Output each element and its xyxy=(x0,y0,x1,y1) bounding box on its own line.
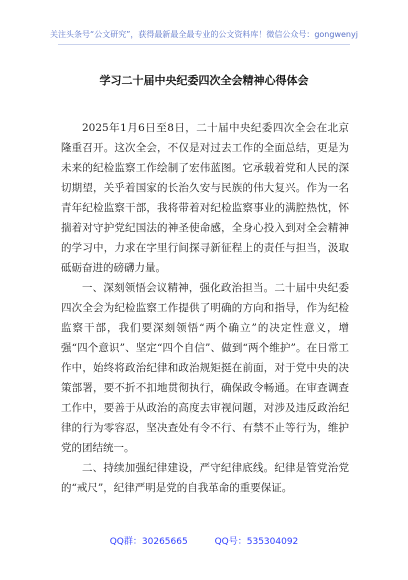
header-notice: 关注头条号“公文研究”，获得最新最全最专业的公文资料库！微信公众号：gongwenyj xyxy=(50,30,358,39)
qq-number-text: QQ号：535304092 xyxy=(214,537,299,547)
paragraph-1: 2025年1月6日至8日，二十届中央纪委四次全会在北京隆重召开。这次全会，不仅是对过去工作的全面总结，更是为未来的纪检监察工作绘制了宏伟蓝图。它承载着党和人民的深切期望，关乎着国家的长治久安与民族的伟大复兴。作为一名青年纪检监察干部，我将带着对纪检监察事业的满腔热忱，怀揣着对守护党纪国法的神圣使命感，全身心投入到对全会精神的学习中，力求在字里行间探寻新征程上的责任与担当，汲取砥砺奋进的磅礴力量。 xyxy=(61,122,349,274)
paragraph-2: 一、深刻领悟会议精神，强化政治担当。二十届中央纪委四次全会为纪检监察工作提供了明确的方向和指导，作为纪检监察干部，我们要深刻领悟“两个确立”的决定性意义，增强“四个意识”、坚定“四个自信”、做到“两个维护”。在日常工作中，始终将政治纪律和政治规矩挺在前面，对于党中央的决策部署，要不折不扣地贯彻执行，确保政令畅通。在审查调查工作中，要善于从政治的高度去审视问题，对涉及违反政治纪律的行为零容忍，坚决查处有令不行、有禁不止等行为，维护党的团结统一。 xyxy=(61,282,349,454)
qq-group-text: QQ群：30265665 xyxy=(109,537,188,547)
footer-contacts xyxy=(0,536,408,548)
document-body xyxy=(61,118,349,498)
header-divider xyxy=(58,44,350,45)
paragraph-3: 二、持续加强纪律建设，严守纪律底线。纪律是管党治党的“戒尺”，纪律严明是党的自我革命的重要保证。 xyxy=(61,462,349,494)
document-title: 学习二十届中央纪委四次全会精神心得体会 xyxy=(99,74,309,87)
